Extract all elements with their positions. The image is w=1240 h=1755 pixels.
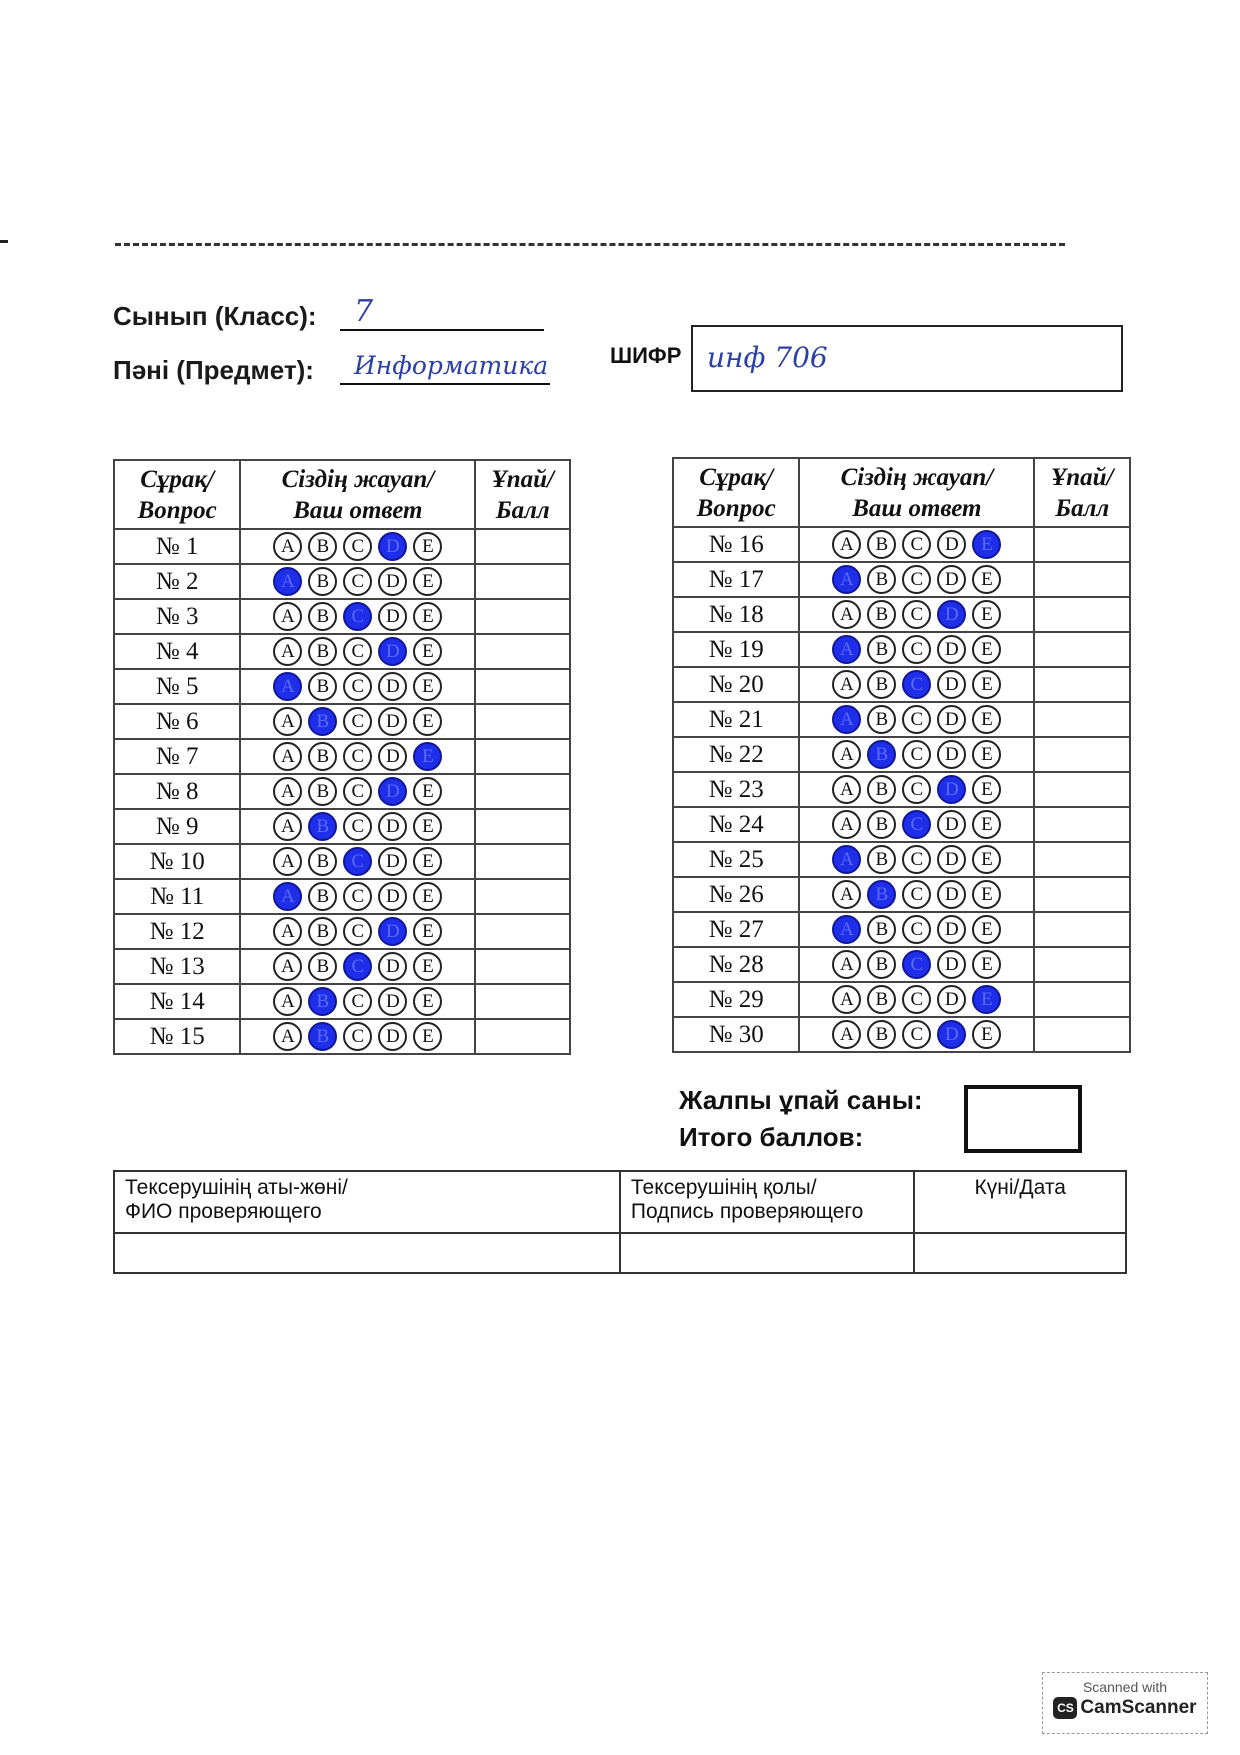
option-bubble-b[interactable]: B	[867, 810, 896, 839]
question-number: № 13	[114, 949, 240, 984]
option-bubble-c[interactable]: C	[902, 950, 931, 979]
question-row	[114, 739, 570, 774]
question-number: № 12	[114, 914, 240, 949]
question-number: № 6	[114, 704, 240, 739]
question-row	[114, 564, 570, 599]
option-bubble-b[interactable]: B	[308, 742, 337, 771]
option-bubble-e[interactable]: E	[972, 985, 1001, 1014]
score-cell[interactable]	[475, 669, 570, 704]
answer-header: Сіздің жауап/ Ваш ответ	[799, 458, 1034, 527]
subject-label: Пәні (Предмет):	[113, 355, 314, 385]
option-bubble-b[interactable]: B	[308, 882, 337, 911]
cut-mark	[0, 240, 8, 243]
option-bubble-e[interactable]: E	[972, 565, 1001, 594]
question-number: № 16	[673, 527, 799, 562]
answer-options	[799, 772, 1034, 807]
option-bubble-a[interactable]: A	[273, 917, 302, 946]
score-cell[interactable]	[475, 564, 570, 599]
answer-options	[240, 704, 475, 739]
option-bubble-a[interactable]: A	[273, 532, 302, 561]
option-bubble-a[interactable]: A	[273, 707, 302, 736]
option-bubble-c[interactable]: C	[343, 917, 372, 946]
option-bubble-d[interactable]: D	[937, 915, 966, 944]
answer-options	[240, 529, 475, 564]
question-header: Сұрақ/ Вопрос	[673, 458, 799, 527]
option-bubble-b[interactable]: B	[867, 880, 896, 909]
option-bubble-c[interactable]: C	[343, 847, 372, 876]
question-number: № 1	[114, 529, 240, 564]
score-cell[interactable]	[1034, 877, 1130, 912]
option-bubble-d[interactable]: D	[378, 742, 407, 771]
score-cell[interactable]	[1034, 562, 1130, 597]
answer-options	[799, 877, 1034, 912]
option-bubble-c[interactable]: C	[902, 845, 931, 874]
option-bubble-b[interactable]: B	[867, 845, 896, 874]
option-bubble-b[interactable]: B	[308, 602, 337, 631]
option-bubble-b[interactable]: B	[308, 672, 337, 701]
option-bubble-b[interactable]: B	[867, 985, 896, 1014]
score-cell[interactable]	[1034, 597, 1130, 632]
option-bubble-a[interactable]: A	[832, 670, 861, 699]
option-bubble-d[interactable]: D	[378, 602, 407, 631]
option-bubble-e[interactable]: E	[413, 777, 442, 806]
option-bubble-d[interactable]: D	[378, 777, 407, 806]
question-row	[673, 737, 1130, 772]
option-bubble-e[interactable]: E	[413, 637, 442, 666]
score-cell[interactable]	[1034, 737, 1130, 772]
answer-options	[240, 1019, 475, 1054]
option-bubble-b[interactable]: B	[308, 917, 337, 946]
option-bubble-a[interactable]: A	[832, 985, 861, 1014]
question-number: № 3	[114, 599, 240, 634]
option-bubble-b[interactable]: B	[867, 1020, 896, 1049]
option-bubble-d[interactable]: D	[378, 1022, 407, 1051]
option-bubble-d[interactable]: D	[937, 775, 966, 804]
answer-options	[240, 774, 475, 809]
option-bubble-e[interactable]: E	[413, 847, 442, 876]
score-cell[interactable]	[1034, 807, 1130, 842]
score-cell[interactable]	[1034, 1017, 1130, 1052]
question-header: Сұрақ/ Вопрос	[114, 460, 240, 529]
checker-name-field[interactable]	[114, 1233, 620, 1273]
question-row	[114, 774, 570, 809]
answer-options	[240, 984, 475, 1019]
option-bubble-a[interactable]: A	[832, 565, 861, 594]
option-bubble-e[interactable]: E	[972, 530, 1001, 559]
option-bubble-c[interactable]: C	[902, 565, 931, 594]
option-bubble-c[interactable]: C	[343, 882, 372, 911]
answer-options	[240, 879, 475, 914]
question-row	[673, 1017, 1130, 1052]
answer-options	[799, 667, 1034, 702]
option-bubble-a[interactable]: A	[832, 530, 861, 559]
option-bubble-c[interactable]: C	[343, 952, 372, 981]
question-row	[673, 912, 1130, 947]
option-bubble-d[interactable]: D	[937, 950, 966, 979]
option-bubble-e[interactable]: E	[972, 705, 1001, 734]
question-row	[114, 634, 570, 669]
score-cell[interactable]	[475, 739, 570, 774]
question-number: № 22	[673, 737, 799, 772]
option-bubble-a[interactable]: A	[832, 915, 861, 944]
option-bubble-a[interactable]: A	[273, 672, 302, 701]
total-score-box[interactable]	[964, 1085, 1082, 1153]
question-row	[114, 809, 570, 844]
option-bubble-d[interactable]: D	[378, 812, 407, 841]
score-cell[interactable]	[1034, 527, 1130, 562]
option-bubble-b[interactable]: B	[867, 705, 896, 734]
question-row	[673, 562, 1130, 597]
question-number: № 2	[114, 564, 240, 599]
option-bubble-e[interactable]: E	[413, 707, 442, 736]
option-bubble-e[interactable]: E	[413, 917, 442, 946]
answer-options	[799, 632, 1034, 667]
option-bubble-d[interactable]: D	[937, 880, 966, 909]
question-row	[114, 1019, 570, 1054]
cut-line	[115, 243, 1065, 246]
question-row	[114, 599, 570, 634]
option-bubble-a[interactable]: A	[273, 987, 302, 1016]
question-number: № 5	[114, 669, 240, 704]
option-bubble-a[interactable]: A	[273, 777, 302, 806]
option-bubble-c[interactable]: C	[343, 707, 372, 736]
answer-options	[240, 844, 475, 879]
option-bubble-d[interactable]: D	[378, 987, 407, 1016]
option-bubble-e[interactable]: E	[972, 1020, 1001, 1049]
option-bubble-c[interactable]: C	[343, 672, 372, 701]
option-bubble-e[interactable]: E	[413, 567, 442, 596]
option-bubble-d[interactable]: D	[378, 707, 407, 736]
option-bubble-d[interactable]: D	[937, 635, 966, 664]
question-row	[114, 844, 570, 879]
question-number: № 24	[673, 807, 799, 842]
score-cell[interactable]	[475, 599, 570, 634]
score-cell[interactable]	[475, 984, 570, 1019]
answer-options	[799, 807, 1034, 842]
question-row	[673, 982, 1130, 1017]
answer-table-right	[672, 457, 1131, 1053]
answer-options	[240, 564, 475, 599]
score-cell[interactable]	[475, 704, 570, 739]
option-bubble-e[interactable]: E	[413, 987, 442, 1016]
answer-header: Сіздің жауап/ Ваш ответ	[240, 460, 475, 529]
question-number: № 26	[673, 877, 799, 912]
checker-table	[113, 1170, 1127, 1274]
option-bubble-b[interactable]: B	[867, 670, 896, 699]
score-cell[interactable]	[1034, 982, 1130, 1017]
checker-signature-label: Тексерушінің қолы/ Подпись проверяющего	[620, 1171, 915, 1233]
option-bubble-d[interactable]: D	[937, 530, 966, 559]
option-bubble-c[interactable]: C	[902, 810, 931, 839]
option-bubble-b[interactable]: B	[867, 600, 896, 629]
option-bubble-c[interactable]: C	[343, 742, 372, 771]
option-bubble-e[interactable]: E	[972, 915, 1001, 944]
question-row	[114, 879, 570, 914]
option-bubble-c[interactable]: C	[343, 987, 372, 1016]
score-header: Ұпай/ Балл	[1034, 458, 1130, 527]
option-bubble-a[interactable]: A	[832, 600, 861, 629]
question-row	[114, 914, 570, 949]
question-row	[114, 704, 570, 739]
answer-options	[240, 669, 475, 704]
option-bubble-b[interactable]: B	[308, 1022, 337, 1051]
score-cell[interactable]	[475, 809, 570, 844]
answer-options	[799, 562, 1034, 597]
option-bubble-a[interactable]: A	[832, 740, 861, 769]
option-bubble-a[interactable]: A	[273, 847, 302, 876]
option-bubble-d[interactable]: D	[937, 810, 966, 839]
option-bubble-b[interactable]: B	[867, 950, 896, 979]
score-cell[interactable]	[475, 774, 570, 809]
question-row	[673, 667, 1130, 702]
option-bubble-e[interactable]: E	[972, 635, 1001, 664]
option-bubble-b[interactable]: B	[308, 812, 337, 841]
option-bubble-a[interactable]: A	[832, 810, 861, 839]
question-row	[673, 527, 1130, 562]
option-bubble-b[interactable]: B	[308, 847, 337, 876]
option-bubble-b[interactable]: B	[308, 987, 337, 1016]
score-cell[interactable]	[1034, 632, 1130, 667]
checker-name-label: Тексерушінің аты-жөні/ ФИО проверяющего	[114, 1171, 620, 1233]
cipher-label: ШИФР	[610, 343, 682, 368]
option-bubble-e[interactable]: E	[413, 1022, 442, 1051]
option-bubble-c[interactable]: C	[343, 777, 372, 806]
question-number: № 8	[114, 774, 240, 809]
question-number: № 15	[114, 1019, 240, 1054]
option-bubble-d[interactable]: D	[937, 740, 966, 769]
question-number: № 4	[114, 634, 240, 669]
option-bubble-e[interactable]: E	[972, 950, 1001, 979]
option-bubble-d[interactable]: D	[378, 672, 407, 701]
class-field[interactable]: 7	[340, 295, 544, 331]
option-bubble-b[interactable]: B	[308, 637, 337, 666]
score-cell[interactable]	[475, 1019, 570, 1054]
option-bubble-a[interactable]: A	[832, 705, 861, 734]
question-number: № 9	[114, 809, 240, 844]
option-bubble-c[interactable]: C	[902, 600, 931, 629]
option-bubble-d[interactable]: D	[937, 670, 966, 699]
answer-table-left	[113, 459, 571, 1055]
option-bubble-e[interactable]: E	[972, 880, 1001, 909]
answer-options	[240, 914, 475, 949]
question-number: № 28	[673, 947, 799, 982]
option-bubble-d[interactable]: D	[378, 567, 407, 596]
score-cell[interactable]	[1034, 667, 1130, 702]
score-cell[interactable]	[1034, 842, 1130, 877]
option-bubble-e[interactable]: E	[413, 672, 442, 701]
option-bubble-c[interactable]: C	[902, 775, 931, 804]
option-bubble-e[interactable]: E	[413, 602, 442, 631]
question-number: № 14	[114, 984, 240, 1019]
option-bubble-d[interactable]: D	[378, 637, 407, 666]
question-row	[673, 702, 1130, 737]
question-number: № 30	[673, 1017, 799, 1052]
option-bubble-a[interactable]: A	[273, 952, 302, 981]
option-bubble-d[interactable]: D	[378, 882, 407, 911]
option-bubble-b[interactable]: B	[867, 530, 896, 559]
question-number: № 29	[673, 982, 799, 1017]
option-bubble-c[interactable]: C	[902, 915, 931, 944]
option-bubble-b[interactable]: B	[867, 565, 896, 594]
answer-options	[799, 597, 1034, 632]
answer-options	[240, 599, 475, 634]
question-number: № 23	[673, 772, 799, 807]
question-row	[673, 842, 1130, 877]
option-bubble-c[interactable]: C	[343, 1022, 372, 1051]
question-number: № 19	[673, 632, 799, 667]
option-bubble-a[interactable]: A	[273, 1022, 302, 1051]
answer-options	[240, 809, 475, 844]
option-bubble-a[interactable]: A	[273, 567, 302, 596]
subject-field[interactable]: Информатика	[340, 349, 550, 385]
question-number: № 17	[673, 562, 799, 597]
option-bubble-a[interactable]: A	[832, 950, 861, 979]
option-bubble-b[interactable]: B	[867, 635, 896, 664]
score-cell[interactable]	[475, 529, 570, 564]
option-bubble-c[interactable]: C	[902, 705, 931, 734]
option-bubble-b[interactable]: B	[308, 777, 337, 806]
checker-date-field[interactable]	[914, 1233, 1126, 1273]
answer-options	[799, 702, 1034, 737]
score-cell[interactable]	[1034, 912, 1130, 947]
question-row	[673, 632, 1130, 667]
option-bubble-d[interactable]: D	[937, 705, 966, 734]
question-row	[673, 807, 1130, 842]
option-bubble-c[interactable]: C	[902, 670, 931, 699]
option-bubble-e[interactable]: E	[413, 742, 442, 771]
question-number: № 25	[673, 842, 799, 877]
question-row	[673, 947, 1130, 982]
question-number: № 21	[673, 702, 799, 737]
option-bubble-e[interactable]: E	[972, 740, 1001, 769]
checker-signature-field[interactable]	[620, 1233, 915, 1273]
option-bubble-b[interactable]: B	[308, 532, 337, 561]
option-bubble-d[interactable]: D	[378, 847, 407, 876]
option-bubble-c[interactable]: C	[343, 812, 372, 841]
score-cell[interactable]	[1034, 947, 1130, 982]
option-bubble-e[interactable]: E	[413, 812, 442, 841]
camscanner-logo-icon: CS	[1053, 1697, 1077, 1719]
option-bubble-e[interactable]: E	[972, 810, 1001, 839]
option-bubble-c[interactable]: C	[902, 530, 931, 559]
score-header: Ұпай/ Балл	[475, 460, 570, 529]
score-cell[interactable]	[475, 844, 570, 879]
option-bubble-d[interactable]: D	[937, 600, 966, 629]
option-bubble-a[interactable]: A	[273, 602, 302, 631]
answer-options	[799, 912, 1034, 947]
option-bubble-a[interactable]: A	[832, 635, 861, 664]
option-bubble-e[interactable]: E	[972, 775, 1001, 804]
question-row	[114, 669, 570, 704]
option-bubble-e[interactable]: E	[972, 670, 1001, 699]
answer-options	[799, 982, 1034, 1017]
question-row	[114, 529, 570, 564]
option-bubble-a[interactable]: A	[832, 845, 861, 874]
score-cell[interactable]	[475, 949, 570, 984]
option-bubble-e[interactable]: E	[413, 952, 442, 981]
option-bubble-a[interactable]: A	[273, 637, 302, 666]
question-number: № 11	[114, 879, 240, 914]
option-bubble-a[interactable]: A	[273, 742, 302, 771]
class-label: Сынып (Класс):	[113, 301, 317, 331]
option-bubble-d[interactable]: D	[937, 565, 966, 594]
option-bubble-b[interactable]: B	[308, 707, 337, 736]
answer-options	[240, 949, 475, 984]
question-row	[673, 877, 1130, 912]
checker-date-label: Күні/Дата	[914, 1171, 1126, 1233]
camscanner-watermark: Scanned with CS CamScanner	[1042, 1672, 1208, 1734]
option-bubble-c[interactable]: C	[343, 602, 372, 631]
option-bubble-a[interactable]: A	[273, 882, 302, 911]
question-number: № 10	[114, 844, 240, 879]
question-row	[673, 597, 1130, 632]
option-bubble-e[interactable]: E	[972, 600, 1001, 629]
answer-options	[799, 737, 1034, 772]
option-bubble-c[interactable]: C	[902, 1020, 931, 1049]
option-bubble-b[interactable]: B	[867, 775, 896, 804]
answer-options	[240, 634, 475, 669]
option-bubble-d[interactable]: D	[378, 952, 407, 981]
option-bubble-b[interactable]: B	[308, 952, 337, 981]
question-number: № 20	[673, 667, 799, 702]
option-bubble-d[interactable]: D	[937, 1020, 966, 1049]
option-bubble-e[interactable]: E	[413, 882, 442, 911]
option-bubble-d[interactable]: D	[378, 532, 407, 561]
answer-options	[240, 739, 475, 774]
question-number: № 27	[673, 912, 799, 947]
option-bubble-c[interactable]: C	[343, 532, 372, 561]
option-bubble-c[interactable]: C	[902, 740, 931, 769]
score-cell[interactable]	[1034, 702, 1130, 737]
option-bubble-b[interactable]: B	[867, 915, 896, 944]
option-bubble-b[interactable]: B	[867, 740, 896, 769]
option-bubble-c[interactable]: C	[902, 880, 931, 909]
cipher-field[interactable]: инф 706	[691, 325, 1123, 392]
question-row	[114, 984, 570, 1019]
question-number: № 18	[673, 597, 799, 632]
option-bubble-c[interactable]: C	[902, 985, 931, 1014]
option-bubble-c[interactable]: C	[343, 567, 372, 596]
option-bubble-d[interactable]: D	[937, 985, 966, 1014]
answer-options	[799, 947, 1034, 982]
answer-options	[799, 1017, 1034, 1052]
option-bubble-a[interactable]: A	[832, 1020, 861, 1049]
option-bubble-d[interactable]: D	[378, 917, 407, 946]
total-label: Жалпы ұпай саны: Итого баллов:	[679, 1085, 923, 1152]
option-bubble-c[interactable]: C	[343, 637, 372, 666]
score-cell[interactable]	[475, 634, 570, 669]
option-bubble-e[interactable]: E	[972, 845, 1001, 874]
option-bubble-b[interactable]: B	[308, 567, 337, 596]
score-cell[interactable]	[475, 914, 570, 949]
score-cell[interactable]	[475, 879, 570, 914]
option-bubble-c[interactable]: C	[902, 635, 931, 664]
question-row	[114, 949, 570, 984]
question-row	[673, 772, 1130, 807]
answer-options	[799, 527, 1034, 562]
answer-options	[799, 842, 1034, 877]
option-bubble-a[interactable]: A	[832, 775, 861, 804]
option-bubble-a[interactable]: A	[832, 880, 861, 909]
option-bubble-a[interactable]: A	[273, 812, 302, 841]
score-cell[interactable]	[1034, 772, 1130, 807]
option-bubble-e[interactable]: E	[413, 532, 442, 561]
option-bubble-d[interactable]: D	[937, 845, 966, 874]
question-number: № 7	[114, 739, 240, 774]
